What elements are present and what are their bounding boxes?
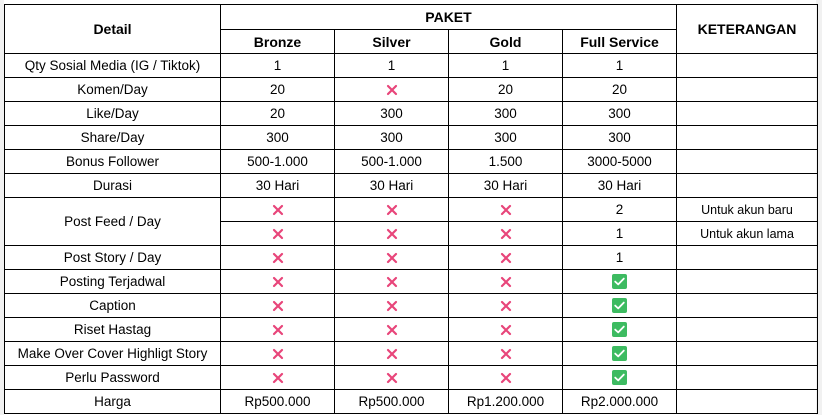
cell-cross[interactable] <box>335 318 449 342</box>
table-row <box>5 54 818 78</box>
cross-mark-icon <box>384 202 400 218</box>
table-row <box>5 342 818 366</box>
table-row <box>5 246 818 270</box>
cell-cross[interactable] <box>449 294 563 318</box>
cell-cross[interactable] <box>449 246 563 270</box>
cell-cross[interactable] <box>335 270 449 294</box>
row-note[interactable] <box>677 366 818 390</box>
cross-mark-icon <box>384 322 400 338</box>
cell-value[interactable]: 1 <box>563 246 677 270</box>
cell-value[interactable]: 20 <box>221 102 335 126</box>
cell-value[interactable]: 1 <box>563 54 677 78</box>
table-row <box>5 366 818 390</box>
table-row <box>5 126 818 150</box>
cross-mark-icon <box>270 346 286 362</box>
cross-mark-icon <box>384 298 400 314</box>
row-note[interactable] <box>677 294 818 318</box>
cell-value[interactable]: 1 <box>335 54 449 78</box>
row-note[interactable]: Untuk akun lama <box>677 222 818 246</box>
tier-silver[interactable]: Silver <box>335 30 449 54</box>
cell-cross[interactable] <box>449 270 563 294</box>
row-note[interactable] <box>677 390 818 414</box>
cell-cross[interactable] <box>221 318 335 342</box>
cell-value[interactable]: 30 Hari <box>221 174 335 198</box>
cell-value[interactable]: 3000-5000 <box>563 150 677 174</box>
tier-bronze[interactable]: Bronze <box>221 30 335 54</box>
cross-mark-icon <box>384 346 400 362</box>
table-row <box>5 318 818 342</box>
cell-cross[interactable] <box>335 78 449 102</box>
cell-check[interactable] <box>563 270 677 294</box>
cell-cross[interactable] <box>335 246 449 270</box>
cross-mark-icon <box>498 274 514 290</box>
row-label[interactable]: Like/Day <box>5 102 221 126</box>
check-box-icon <box>612 298 627 313</box>
row-label[interactable]: Make Over Cover Highligt Story <box>5 342 221 366</box>
cross-mark-icon <box>270 250 286 266</box>
row-label[interactable]: Posting Terjadwal <box>5 270 221 294</box>
check-box-icon <box>612 370 627 385</box>
row-label[interactable]: Caption <box>5 294 221 318</box>
cell-value[interactable]: 500-1.000 <box>335 150 449 174</box>
row-label[interactable]: Share/Day <box>5 126 221 150</box>
table-row <box>5 102 818 126</box>
table-row <box>5 390 818 414</box>
cross-mark-icon <box>498 322 514 338</box>
row-note[interactable] <box>677 246 818 270</box>
row-label[interactable]: Durasi <box>5 174 221 198</box>
cell-cross[interactable] <box>335 366 449 390</box>
cross-mark-icon <box>384 82 400 98</box>
table-row <box>5 174 818 198</box>
cell-value[interactable]: 500-1.000 <box>221 150 335 174</box>
cell-value[interactable]: 20 <box>221 78 335 102</box>
row-note[interactable] <box>677 342 818 366</box>
row-label[interactable]: Riset Hastag <box>5 318 221 342</box>
cell-value[interactable]: 300 <box>335 126 449 150</box>
cell-value[interactable]: 30 Hari <box>563 174 677 198</box>
row-note[interactable] <box>677 150 818 174</box>
cell-value[interactable]: 1 <box>221 54 335 78</box>
cross-mark-icon <box>384 274 400 290</box>
cell-value[interactable]: Rp2.000.000 <box>563 390 677 414</box>
row-label[interactable]: Komen/Day <box>5 78 221 102</box>
cell-cross[interactable] <box>449 198 563 222</box>
cell-cross[interactable] <box>335 294 449 318</box>
cross-mark-icon <box>384 370 400 386</box>
cross-mark-icon <box>384 226 400 242</box>
cell-value[interactable]: Rp500.000 <box>335 390 449 414</box>
cross-mark-icon <box>498 226 514 242</box>
table-row <box>5 78 818 102</box>
cross-mark-icon <box>498 370 514 386</box>
cell-value[interactable]: 300 <box>563 126 677 150</box>
cross-mark-icon <box>270 298 286 314</box>
cross-mark-icon <box>498 202 514 218</box>
cross-mark-icon <box>270 274 286 290</box>
cell-cross[interactable] <box>221 366 335 390</box>
cross-mark-icon <box>498 250 514 266</box>
cell-value[interactable]: 300 <box>449 102 563 126</box>
table-row <box>5 294 818 318</box>
cell-cross[interactable] <box>221 198 335 222</box>
row-label[interactable]: Harga <box>5 390 221 414</box>
cell-value[interactable]: 30 Hari <box>449 174 563 198</box>
table-row <box>5 270 818 294</box>
cross-mark-icon <box>498 346 514 362</box>
cell-value[interactable]: 300 <box>449 126 563 150</box>
cross-mark-icon <box>270 370 286 386</box>
cell-value[interactable]: Rp500.000 <box>221 390 335 414</box>
cell-value[interactable]: 20 <box>563 78 677 102</box>
cell-cross[interactable] <box>335 222 449 246</box>
package-table <box>4 4 818 414</box>
cell-value[interactable]: 1.500 <box>449 150 563 174</box>
cell-value[interactable]: 20 <box>449 78 563 102</box>
cell-value[interactable]: 1 <box>449 54 563 78</box>
cell-value[interactable]: Rp1.200.000 <box>449 390 563 414</box>
row-note[interactable] <box>677 318 818 342</box>
cell-value[interactable]: 1 <box>563 222 677 246</box>
cell-cross[interactable] <box>221 294 335 318</box>
row-label[interactable]: Bonus Follower <box>5 150 221 174</box>
check-box-icon <box>612 322 627 337</box>
cell-value[interactable]: 30 Hari <box>335 174 449 198</box>
cell-cross[interactable] <box>221 222 335 246</box>
cell-check[interactable] <box>563 294 677 318</box>
cell-value[interactable]: 2 <box>563 198 677 222</box>
cell-cross[interactable] <box>449 222 563 246</box>
cell-check[interactable] <box>563 366 677 390</box>
row-note[interactable] <box>677 126 818 150</box>
cell-cross[interactable] <box>335 342 449 366</box>
header-row-1 <box>5 5 818 30</box>
cell-value[interactable]: 300 <box>221 126 335 150</box>
cell-check[interactable] <box>563 342 677 366</box>
cell-value[interactable]: 300 <box>563 102 677 126</box>
cell-cross[interactable] <box>335 198 449 222</box>
keterangan-header[interactable]: KETERANGAN <box>677 5 818 54</box>
row-note[interactable] <box>677 270 818 294</box>
cell-cross[interactable] <box>449 342 563 366</box>
row-label[interactable]: Qty Sosial Media (IG / Tiktok) <box>5 54 221 78</box>
row-note[interactable] <box>677 174 818 198</box>
cell-cross[interactable] <box>221 246 335 270</box>
cross-mark-icon <box>270 202 286 218</box>
row-label-post-feed[interactable]: Post Feed / Day <box>5 198 221 246</box>
cross-mark-icon <box>384 250 400 266</box>
tier-gold[interactable]: Gold <box>449 30 563 54</box>
row-note[interactable]: Untuk akun baru <box>677 198 818 222</box>
check-box-icon <box>612 274 627 289</box>
cell-cross[interactable] <box>449 318 563 342</box>
table-row <box>5 150 818 174</box>
row-note[interactable] <box>677 102 818 126</box>
row-note[interactable] <box>677 54 818 78</box>
row-note[interactable] <box>677 78 818 102</box>
cross-mark-icon <box>270 322 286 338</box>
cell-cross[interactable] <box>449 366 563 390</box>
cell-value[interactable]: 300 <box>335 102 449 126</box>
row-label[interactable]: Post Story / Day <box>5 246 221 270</box>
check-box-icon <box>612 346 627 361</box>
table-row <box>5 198 818 222</box>
cell-cross[interactable] <box>221 342 335 366</box>
cross-mark-icon <box>270 226 286 242</box>
cell-cross[interactable] <box>221 270 335 294</box>
cross-mark-icon <box>498 298 514 314</box>
detail-header[interactable]: Detail <box>5 5 221 54</box>
cell-check[interactable] <box>563 318 677 342</box>
paket-header[interactable]: PAKET <box>221 5 677 30</box>
tier-full-service[interactable]: Full Service <box>563 30 677 54</box>
row-label[interactable]: Perlu Password <box>5 366 221 390</box>
